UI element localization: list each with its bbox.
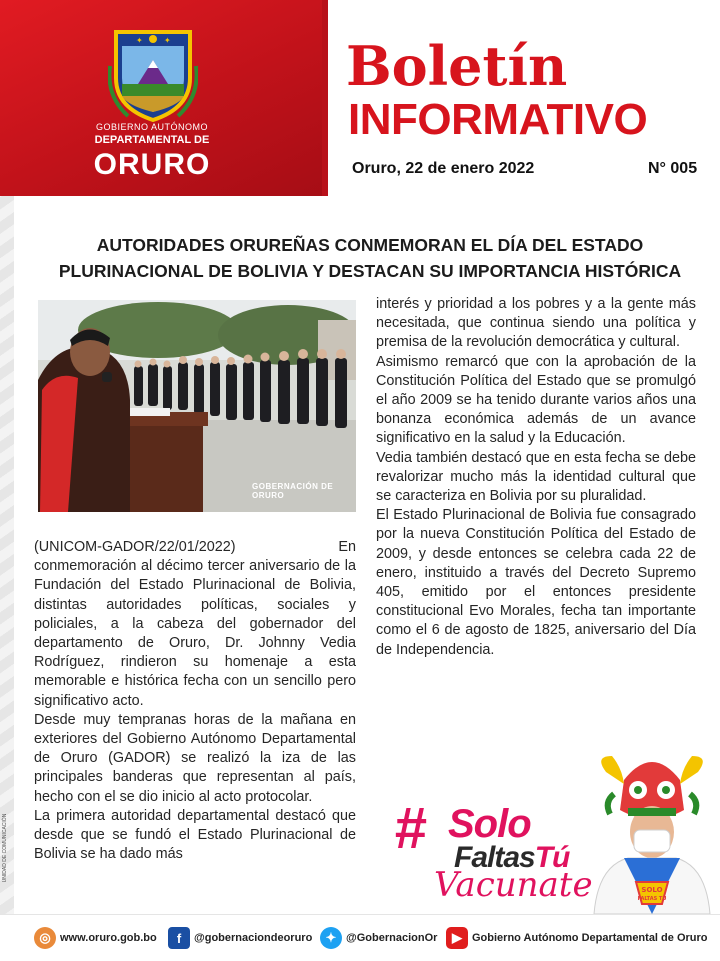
photo-watermark: GOBERNACIÓN DE ORURO: [252, 482, 334, 500]
website-text: www.oruro.gob.bo: [60, 932, 157, 944]
campaign-tu-word: Tú: [534, 841, 570, 874]
bulletin-number: N° 005: [648, 160, 698, 177]
campaign-mascot-illustration: [584, 750, 720, 914]
bulletin-title: Boletín: [346, 34, 568, 98]
campaign-faltas-word: Faltas: [454, 841, 535, 874]
svg-text:✦: ✦: [136, 36, 143, 45]
globe-icon: ◎: [34, 927, 56, 949]
facebook-icon: f: [168, 927, 190, 949]
campaign-solo: Solo: [448, 802, 531, 846]
paragraph: (UNICOM-GADOR/22/01/2022) En conmemoración al décimo tercer aniversario de la Fundación del Estado Plurinacional de Bolivia, distintas autoridades políticas, sociales y policiales, a la cabeza del gobernador del departamento de Oruro, Dr. Johnny Vedia Rodríguez, rindieron su homenaje a esta memorable e histórica fecha con un sencillo pero significativo acto.: [34, 539, 356, 709]
bulletin-subtitle: INFORMATIVO: [348, 95, 648, 144]
side-label-text: UNIDAD DE COMUNICACIÓN: [2, 813, 8, 883]
mascot-badge-line2: FALTAS TÚ: [637, 896, 667, 902]
headline-line-2: PLURINACIONAL DE BOLIVIA Y DESTACAN SU IMPORTANCIA HISTÓRICA: [58, 261, 682, 281]
paragraph: El Estado Plurinacional de Bolivia fue consagrado por la nueva Constitución Política del Estado de 2009, y desde entonces se celebra cada 22 de enero, instituido a través del Decreto Supremo 405, emitido por el entonces presidente constitucional Evo Morales, fecha tan importante como el 6 de agosto de 1825, aniversario del Día de Independencia.: [376, 507, 696, 658]
twitter-icon: ✦: [320, 927, 342, 949]
paragraph: interés y prioridad a los pobres y a la gente más necesitada, que continua siendo una política y premisa de la revolución democrática y cultural.: [376, 296, 696, 351]
article-column-left: [34, 538, 356, 864]
campaign-vacunate: Vacunate: [434, 865, 593, 905]
gov-name-line2: DEPARTAMENTAL DE: [94, 134, 210, 146]
vaccination-campaign-logo: [394, 796, 614, 910]
header-divider: [322, 0, 328, 196]
article-column-right: [376, 295, 696, 660]
gov-name-line3: ORURO: [93, 148, 211, 181]
article-headline: [34, 232, 706, 284]
bulletin-header: [0, 0, 720, 196]
youtube-icon: ▶: [446, 927, 468, 949]
campaign-hash: #: [394, 796, 427, 861]
facebook-text: @gobernaciondeoruro: [194, 932, 313, 944]
mascot-badge-line1: SOLO: [641, 886, 663, 894]
footer-website[interactable]: [34, 927, 157, 949]
youtube-text: Gobierno Autónomo Departamental de Oruro: [472, 932, 708, 944]
oruro-coat-of-arms-logo: [108, 26, 198, 122]
article-photo: [38, 300, 356, 512]
gov-name-line1: GOBIERNO AUTÓNOMO: [95, 122, 208, 132]
paragraph: La primera autoridad departamental destacó que desde que se fundó el Estado Plurinacional de Bolivia se ha dado más: [34, 807, 356, 863]
footer-youtube[interactable]: [446, 927, 708, 949]
ceremony-photo-illustration: [38, 300, 356, 512]
twitter-text: @GobernacionOr: [346, 932, 438, 944]
footer-facebook[interactable]: [168, 927, 312, 949]
paragraph: Desde muy tempranas horas de la mañana en exteriores del Gobierno Autónomo Departamental de Oruro (GADOR) se realizó la iza de las principales banderas que representan al país, hecho con el se dio inicio al acto protocolar.: [34, 711, 356, 805]
paragraph: Asimismo remarcó que con la aprobación de la Constitución Política del Estado que se promulgó el año 2009 se ha tenido durante varios años una bonanza económica además de un avance significativo en la salud y la Educación.: [376, 353, 696, 447]
bulletin-date: Oruro, 22 de enero 2022: [352, 160, 535, 177]
bulletin-footer: [0, 914, 720, 961]
footer-twitter[interactable]: [320, 927, 437, 949]
svg-text:✦: ✦: [164, 36, 171, 45]
paragraph: Vedia también destacó que en esta fecha se debe revalorizar mucho más la identidad cultural que se caracteriza en Bolivia por su pluralidad.: [376, 449, 696, 505]
headline-line-1: AUTORIDADES ORUREÑAS CONMEMORAN EL DÍA DEL ESTADO: [96, 235, 644, 255]
side-label: [0, 800, 10, 900]
